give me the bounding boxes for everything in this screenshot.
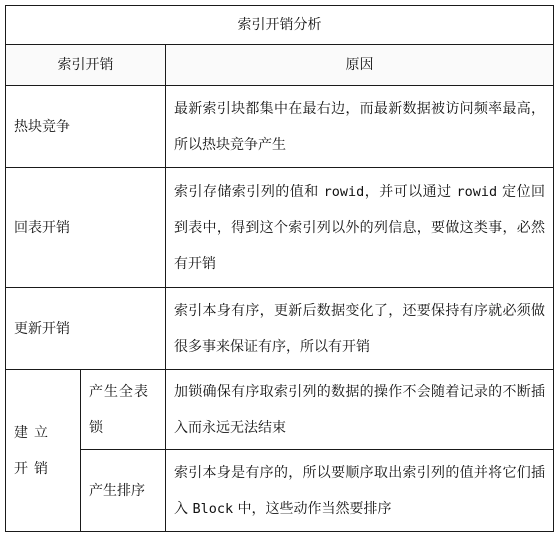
index-overhead-table — [5, 5, 554, 532]
sub-row-name: 产生排序 — [81, 450, 166, 532]
sub-row-name: 产生全表锁 — [81, 370, 166, 450]
block-term: Block — [192, 500, 234, 517]
row-reason: 索引本身有序，更新后数据变化了，还要保持有序就必须做很多事来保证有序，所以有开销 — [166, 288, 554, 370]
row-reason: 索引本身是有序的，所以要顺序取出索引列的值并将它们插入 Block 中，这些动作当然要排序 — [166, 450, 554, 532]
header-row — [6, 45, 554, 86]
title-row — [6, 6, 554, 45]
table-row — [6, 86, 554, 168]
row-name: 热块竞争 — [6, 86, 166, 168]
rowid-term: rowid — [323, 183, 365, 200]
row-name: 回表开销 — [6, 168, 166, 288]
row-reason: 加锁确保有序取索引列的数据的操作不会随着记录的不断插入而永远无法结束 — [166, 370, 554, 450]
header-overhead: 索引开销 — [6, 45, 166, 86]
table-row — [6, 168, 554, 288]
row-name: 更新开销 — [6, 288, 166, 370]
table-row — [6, 370, 554, 450]
rowid-term: rowid — [456, 183, 498, 200]
table-title: 索引开销分析 — [6, 6, 554, 45]
row-reason: 最新索引块都集中在最右边，而最新数据被访问频率最高，所以热块竞争产生 — [166, 86, 554, 168]
header-reason: 原因 — [166, 45, 554, 86]
row-reason: 索引存储索引列的值和 rowid，并可以通过 rowid 定位回到表中，得到这个索引列以外的列信息，要做这类事，必然有开销 — [166, 168, 554, 288]
group-name: 建立开销 — [6, 370, 81, 532]
table-row — [6, 288, 554, 370]
table-row — [6, 450, 554, 532]
